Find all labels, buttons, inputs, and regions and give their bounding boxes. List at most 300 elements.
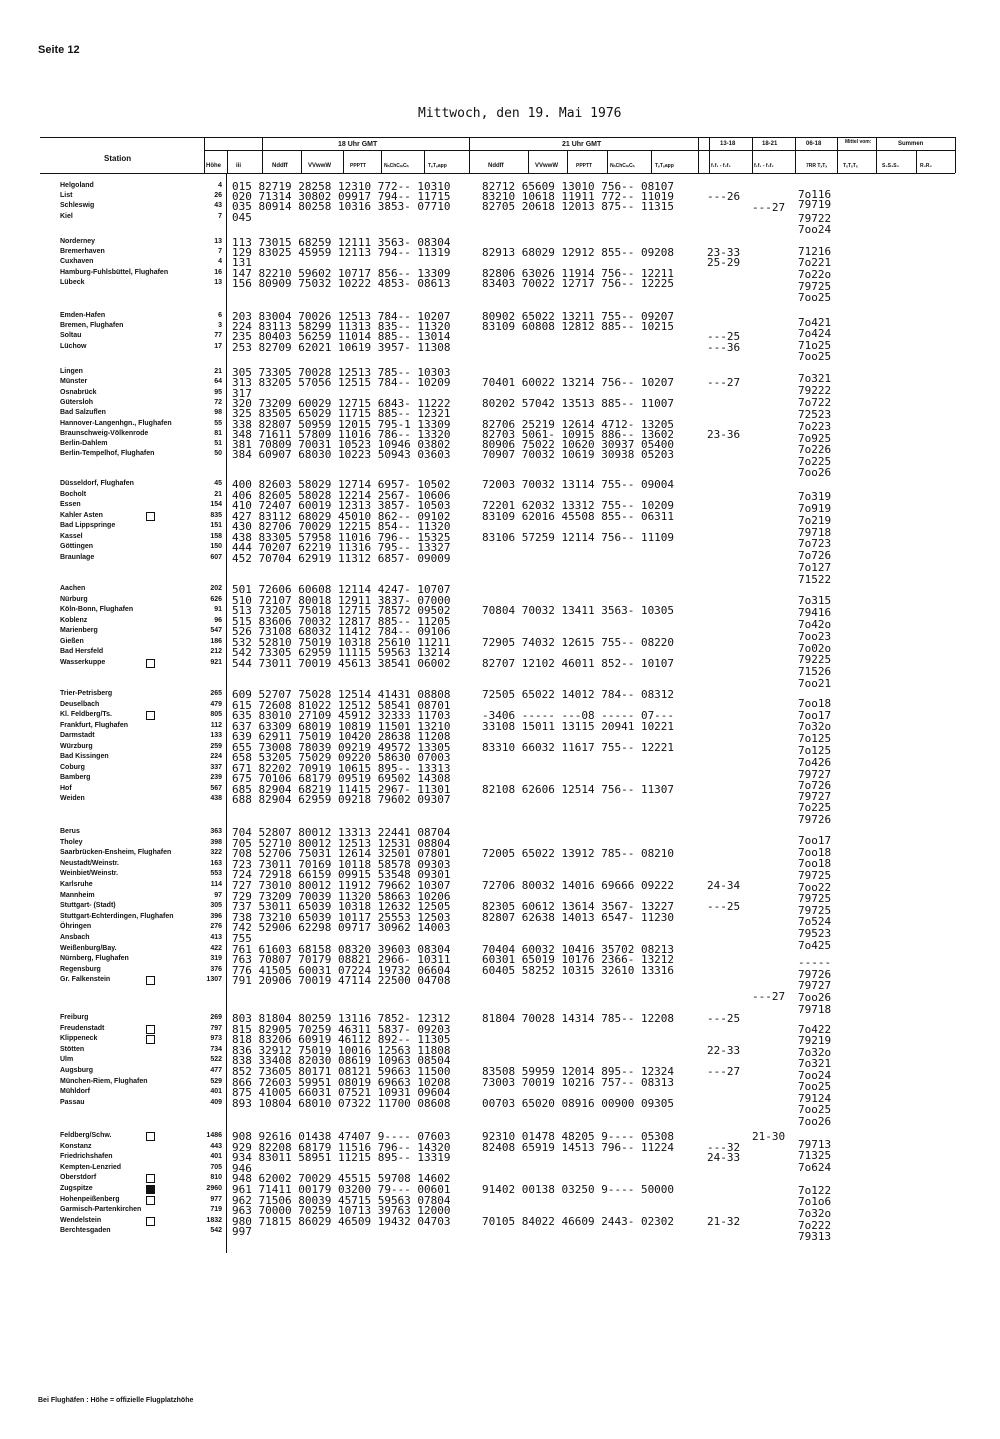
station-name: Nürburg (60, 595, 88, 603)
open-square-icon (146, 1196, 155, 1205)
mittel-value: 7oo17 (798, 709, 832, 722)
station-height: 3 (218, 322, 222, 330)
station-name: Gütersloh (60, 398, 94, 406)
obs-18-gmt: 723 73011 70169 10118 58578 09303 (232, 857, 451, 871)
temp-13-18: 23-36 (707, 427, 741, 441)
station-name: Kassel (60, 532, 83, 540)
station-height: 265 (210, 690, 222, 697)
station-name: List (60, 192, 73, 200)
obs-18-gmt: 658 53205 75029 09220 58630 07003 (232, 751, 451, 764)
station-name: Bad Hersfeld (60, 648, 104, 655)
station-height: 319 (210, 955, 222, 963)
obs-18-gmt: 852 73605 80171 08121 59663 11500 (232, 1065, 451, 1078)
station-name: Aachen (60, 585, 86, 592)
station-name: Berchtesgaden (60, 1227, 111, 1235)
header-divider (651, 150, 652, 173)
open-square-icon (146, 1217, 155, 1226)
obs-18-gmt: 544 73011 70019 45613 38541 06002 (232, 656, 451, 670)
mittel-value: 71o25 (798, 339, 832, 352)
mittel-value: 7o726 (798, 549, 832, 562)
mittel-value: 7o524 (798, 915, 832, 928)
station-height: 186 (210, 637, 222, 645)
obs-18-gmt: 980 71815 86029 46509 19432 04703 (232, 1214, 451, 1228)
obs-21-gmt: 80906 75022 10620 30937 05400 (482, 438, 675, 452)
mittel-value: 7o22o (798, 268, 832, 281)
station-name: Konstanz (60, 1142, 92, 1150)
header-divider (262, 137, 263, 173)
station-name: Weinbiet/Weinstr. (60, 870, 119, 878)
mittel-value: 79713 (798, 1138, 832, 1151)
mittel-value: 71325 (798, 1149, 832, 1162)
obs-18-gmt: 338 82807 50959 12015 795-1 13309 (232, 417, 451, 431)
mittel-value: 79523 (798, 927, 832, 940)
station-height: 212 (210, 648, 222, 655)
station-name: Öhringen (60, 923, 92, 931)
obs-18-gmt: 406 82605 58028 12214 2567- 10606 (232, 488, 451, 502)
obs-21-gmt: 70804 70032 13411 3563- 10305 (482, 604, 675, 617)
mittel-value: 7o125 (798, 732, 832, 745)
mittel-value: 7o726 (798, 779, 832, 792)
station-name: Marienberg (60, 627, 98, 634)
station-height: 55 (214, 419, 222, 427)
header-col18-vvwww: VVwwW (308, 163, 332, 169)
station-height: 547 (210, 627, 222, 634)
mittel-value: 79219 (798, 1034, 832, 1047)
station-name: Coburg (60, 763, 85, 771)
station-name: Bremen, Flughafen (60, 322, 124, 330)
obs-18-gmt: 113 73015 68259 12111 3563- 08304 (232, 236, 451, 249)
header-col18-clouds: NₕChCₘCₕ (384, 163, 409, 169)
obs-18-gmt: 224 83113 58299 11313 835-- 11320 (232, 320, 451, 334)
station-height: 13 (214, 278, 222, 286)
station-name: Passau (60, 1098, 85, 1106)
station-height: 26 (214, 192, 222, 200)
obs-18-gmt: 348 71611 57809 11016 786-- 13320 (232, 427, 451, 441)
obs-21-gmt: 83508 59959 12014 895-- 12324 (482, 1065, 675, 1078)
obs-18-gmt: 761 61603 68158 08320 39603 08304 (232, 942, 451, 956)
header-divider (752, 137, 753, 173)
footnote: Bei Flughäfen : Höhe = offizielle Flugplatzhöhe (38, 1397, 194, 1404)
station-height: 239 (210, 774, 222, 781)
mittel-value: 79727 (798, 768, 832, 781)
station-height: 529 (210, 1077, 222, 1085)
obs-18-gmt: 637 63309 68019 10819 11501 13210 (232, 719, 451, 733)
obs-18-gmt: 962 71506 80039 45715 59563 07804 (232, 1193, 451, 1207)
station-height: 835 (210, 511, 222, 519)
station-height: 401 (210, 1088, 222, 1096)
obs-18-gmt: 737 53011 65039 10318 12632 12505 (232, 900, 451, 914)
obs-21-gmt: 82707 12102 46011 852-- 10107 (482, 656, 675, 670)
station-height: 13 (214, 238, 222, 245)
obs-21-gmt: 83109 62016 45508 855-- 06311 (482, 509, 675, 523)
obs-18-gmt: 203 83004 70026 12513 784-- 10207 (232, 310, 451, 323)
mittel-value: 7o425 (798, 939, 832, 952)
station-name: Braunlage (60, 553, 95, 561)
obs-21-gmt: 33108 15011 13115 20941 10221 (482, 719, 675, 733)
obs-18-gmt: 384 60907 68030 10223 50943 03603 (232, 448, 451, 462)
open-square-icon (146, 659, 155, 668)
mittel-value: 7o225 (798, 801, 832, 814)
mittel-value: 7oo18 (798, 857, 832, 870)
station-name: Cuxhaven (60, 258, 94, 266)
station-height: 114 (210, 881, 222, 888)
station-name: Kahler Asten (60, 511, 103, 519)
header-sub-13-18: f₁f₁ - f₂f₂ (711, 163, 731, 169)
header-top-line-right (709, 137, 955, 138)
station-height: 45 (214, 480, 222, 487)
obs-21-gmt: 92310 01478 48205 9---- 05308 (482, 1130, 675, 1143)
obs-18-gmt: 515 83606 70032 12817 885-- 11205 (232, 614, 451, 628)
obs-18-gmt: 755 (232, 932, 252, 945)
station-name: Schleswig (60, 202, 95, 210)
header-sub-06-18: 7RR TₓTₓ (806, 163, 828, 169)
mittel-value: 7o624 (798, 1161, 832, 1174)
station-height: 202 (210, 585, 222, 592)
station-name: Essen (60, 501, 81, 508)
station-name: Kempten-Lenzried (60, 1163, 122, 1171)
header-col21-vvwww: VVwwW (535, 163, 559, 169)
station-name: Lüchow (60, 342, 87, 350)
open-square-icon (146, 1035, 155, 1044)
temp-18-21: ---27 (752, 990, 786, 1003)
obs-18-gmt: 763 70807 70179 08821 2966- 10311 (232, 953, 451, 967)
obs-18-gmt: 147 82210 59602 10717 856-- 13309 (232, 266, 451, 280)
mittel-value: 7oo24 (798, 1069, 832, 1082)
mittel-value: 71526 (798, 665, 832, 678)
mittel-value: 79222 (798, 384, 832, 397)
mittel-value: 7o1o6 (798, 1195, 832, 1208)
station-name: Darmstadt (60, 732, 95, 739)
obs-18-gmt: 708 52706 75031 12614 32501 07801 (232, 847, 451, 861)
mittel-value: 7oo22 (798, 881, 832, 894)
obs-21-gmt: 82706 25219 12614 4712- 13205 (482, 417, 675, 431)
station-height: 705 (210, 1163, 222, 1171)
station-height: 50 (214, 450, 222, 458)
mittel-value: 7oo21 (798, 677, 832, 690)
temp-13-18: ---25 (707, 1012, 741, 1025)
station-name: Stuttgart-Echterdingen, Flughafen (60, 912, 174, 920)
obs-21-gmt: 83403 70022 12717 756-- 12225 (482, 276, 675, 290)
station-name: Berus (60, 828, 80, 835)
obs-18-gmt: 705 52710 80012 12513 12531 08804 (232, 836, 451, 850)
station-height: 522 (210, 1056, 222, 1064)
station-name: Göttingen (60, 543, 94, 550)
temp-13-18: 22-33 (707, 1043, 741, 1057)
station-name: Trier-Petrisberg (60, 690, 113, 697)
header-col21-nddff: Nddff (488, 163, 504, 169)
open-square-icon (146, 1025, 155, 1034)
station-height: 133 (210, 732, 222, 739)
station-name: Osnabrück (60, 388, 97, 396)
station-name: Hannover-Langenhgn., Flughafen (60, 419, 172, 427)
mittel-value: 7o925 (798, 432, 832, 445)
temp-13-18: ---36 (707, 340, 741, 354)
mittel-value: 7oo18 (798, 697, 832, 710)
obs-21-gmt: 82807 62638 14013 6547- 11230 (482, 910, 675, 924)
mittel-value: 7o421 (798, 316, 832, 329)
station-height: 719 (210, 1206, 222, 1214)
header-13-18: 13-18 (720, 141, 736, 147)
station-height: 479 (210, 700, 222, 708)
mittel-value: 79725 (798, 280, 832, 293)
mittel-value: 7oo26 (798, 1115, 832, 1128)
mittel-value: 7oo25 (798, 291, 832, 304)
header-divider (469, 137, 470, 173)
station-height: 973 (210, 1035, 222, 1043)
station-height: 163 (210, 859, 222, 867)
obs-18-gmt: 729 73209 70039 11320 58663 10206 (232, 889, 451, 903)
obs-21-gmt: 72201 62032 13312 755-- 10209 (482, 499, 675, 512)
station-height: 2960 (206, 1185, 222, 1192)
open-square-icon (146, 711, 155, 720)
obs-18-gmt: 430 82706 70029 12215 854-- 11320 (232, 520, 451, 533)
open-square-icon (146, 1174, 155, 1183)
station-height: 396 (210, 912, 222, 920)
mittel-value: 7o223 (798, 420, 832, 433)
station-name: Regensburg (60, 965, 101, 973)
obs-18-gmt: 963 70000 70259 10713 39763 12000 (232, 1204, 451, 1218)
obs-18-gmt: 320 73209 60029 12715 6843- 11222 (232, 396, 451, 410)
obs-21-gmt: 82408 65919 14513 796-- 11224 (482, 1140, 675, 1154)
obs-18-gmt: 452 70704 62919 11312 6857- 09009 (232, 551, 451, 565)
obs-18-gmt: 129 83025 45959 12113 794-- 11319 (232, 246, 451, 260)
station-height: 97 (214, 891, 222, 899)
temp-13-18: ---32 (707, 1140, 741, 1154)
mittel-value: 72523 (798, 408, 832, 421)
mittel-value: 79718 (798, 1003, 832, 1016)
station-name: Karlsruhe (60, 881, 93, 888)
station-height: 422 (210, 944, 222, 952)
station-name: Bocholt (60, 490, 87, 498)
open-square-icon (146, 512, 155, 521)
obs-18-gmt: 875 41005 66031 07521 10931 09604 (232, 1086, 451, 1100)
station-name: Stuttgart- (Stadt) (60, 902, 116, 910)
header-summen: Summen (898, 141, 924, 147)
header-divider (528, 150, 529, 173)
header-bottom-line (40, 173, 955, 174)
obs-18-gmt: 776 41505 60031 07224 19732 06604 (232, 963, 451, 977)
obs-21-gmt: 82806 63026 11914 756-- 12211 (482, 266, 675, 280)
mittel-value: 7o125 (798, 744, 832, 757)
station-height: 158 (210, 532, 222, 540)
page-label: Seite 12 (38, 44, 80, 56)
mittel-value: 7oo26 (798, 991, 832, 1004)
temp-13-18: 24-34 (707, 879, 741, 892)
obs-21-gmt: 82705 20618 12013 875-- 11315 (482, 200, 675, 214)
obs-18-gmt: 742 52906 62298 09717 30962 14003 (232, 921, 451, 935)
temp-13-18: ---27 (707, 1065, 741, 1078)
station-height: 95 (214, 388, 222, 396)
obs-21-gmt: 80202 57042 13513 885-- 11007 (482, 396, 675, 410)
obs-18-gmt: 235 80403 56259 11014 885-- 13014 (232, 330, 451, 344)
station-height: 398 (210, 838, 222, 846)
mittel-value: 7o221 (798, 256, 832, 269)
station-height: 1307 (206, 976, 222, 984)
obs-18-gmt: 020 71314 30802 09917 794-- 11715 (232, 190, 451, 204)
mittel-value: 79225 (798, 653, 832, 666)
station-name: Ulm (60, 1056, 74, 1064)
header-divider (709, 137, 710, 173)
station-name: Stötten (60, 1045, 85, 1053)
obs-18-gmt: 526 73108 68032 11412 784-- 09106 (232, 625, 451, 638)
obs-18-gmt: 929 82208 68179 11516 796-- 14320 (232, 1140, 451, 1154)
station-height: 734 (210, 1045, 222, 1053)
station-height: 477 (210, 1067, 222, 1074)
station-height: 4 (218, 258, 222, 266)
obs-18-gmt: 818 83206 60919 46112 892-- 11305 (232, 1033, 451, 1047)
header-mid-line (204, 150, 955, 151)
header-divider (343, 150, 344, 173)
obs-21-gmt: 60405 58252 10315 32610 13316 (482, 963, 675, 977)
station-name: Tholey (60, 838, 83, 846)
obs-21-gmt: 72003 70032 13114 755-- 09004 (482, 478, 675, 491)
mittel-value: 71216 (798, 245, 832, 258)
station-height: 438 (210, 795, 222, 802)
station-height: 1486 (206, 1132, 222, 1139)
mittel-value: 7o02o (798, 642, 832, 655)
obs-18-gmt: 934 83011 58951 11215 895-- 13319 (232, 1151, 451, 1165)
obs-18-gmt: 675 70106 68179 09519 69502 14308 (232, 772, 451, 785)
station-name: Augsburg (60, 1067, 94, 1074)
obs-18-gmt: 791 20906 70019 47114 22500 04708 (232, 974, 451, 988)
station-name: Weißenburg/Bay. (60, 944, 117, 952)
obs-18-gmt: 305 73305 70028 12513 785-- 10303 (232, 366, 451, 379)
station-height: 224 (210, 753, 222, 760)
station-name: Lingen (60, 368, 83, 375)
mittel-value: 7o116 (798, 188, 832, 201)
station-name: Ansbach (60, 934, 90, 941)
header-divider (698, 137, 699, 173)
station-height: 51 (214, 440, 222, 448)
header-divider (424, 150, 425, 173)
station-height: 626 (210, 595, 222, 603)
station-name: Wasserkuppe (60, 658, 106, 666)
station-name: Münster (60, 378, 88, 386)
station-height: 443 (210, 1142, 222, 1150)
obs-21-gmt: 73003 70019 10216 757-- 08313 (482, 1075, 675, 1089)
obs-18-gmt: 738 73210 65039 10117 25553 12503 (232, 910, 451, 924)
header-divider (955, 137, 956, 173)
station-name: Würzburg (60, 742, 93, 750)
header-iii: iii (236, 163, 242, 169)
station-height: 337 (210, 763, 222, 771)
temp-13-18: ---25 (707, 330, 741, 344)
station-height: 96 (214, 616, 222, 624)
station-height: 810 (210, 1174, 222, 1182)
mittel-value: 7o32o (798, 1046, 832, 1059)
station-name: Düsseldorf, Flughafen (60, 480, 134, 487)
obs-21-gmt: 82305 60612 13614 3567- 13227 (482, 900, 675, 914)
station-name: Bad Kissingen (60, 753, 109, 760)
station-name: Kiel (60, 212, 73, 220)
station-height: 43 (214, 202, 222, 210)
station-name: Berlin-Tempelhof, Flughafen (60, 450, 155, 458)
station-name: Hamburg-Fuhlsbüttel, Flughafen (60, 268, 169, 276)
page-title: Mittwoch, den 19. Mai 1976 (418, 106, 622, 121)
station-name: Gr. Falkenstein (60, 976, 111, 984)
header-divider (567, 150, 568, 173)
temp-13-18: ---26 (707, 190, 741, 204)
obs-18-gmt: 615 72608 81022 12512 58541 08701 (232, 698, 451, 712)
obs-21-gmt: 00703 65020 08916 00900 09305 (482, 1096, 675, 1110)
obs-21-gmt: 91402 00138 03250 9---- 50000 (482, 1183, 675, 1196)
station-height: 81 (214, 429, 222, 437)
obs-18-gmt: 045 (232, 210, 252, 224)
obs-18-gmt: 325 83505 65029 11715 885-- 12321 (232, 407, 451, 421)
station-height: 921 (210, 658, 222, 666)
mittel-value: 79124 (798, 1092, 832, 1105)
header-divider (876, 137, 877, 173)
station-height: 376 (210, 965, 222, 973)
mittel-value: 7oo18 (798, 846, 832, 859)
mittel-value: 7oo17 (798, 834, 832, 847)
obs-18-gmt: 635 83010 27109 45912 32333 11703 (232, 709, 451, 722)
mittel-value: 79725 (798, 869, 832, 882)
station-height: 7 (218, 248, 222, 256)
header-sub-t: TₓTₓTₓ (843, 163, 858, 169)
mittel-value: 7o321 (798, 1057, 832, 1070)
mittel-value: 79726 (798, 968, 832, 981)
mittel-value: 7o321 (798, 372, 832, 385)
station-name: Friedrichshafen (60, 1153, 113, 1161)
header-sub-s: S₃S₃S₃ (882, 163, 899, 169)
obs-18-gmt: 501 72606 60608 12114 4247- 10707 (232, 583, 451, 596)
mittel-value: 7o424 (798, 327, 832, 340)
obs-18-gmt: 685 82904 68219 11415 2967- 11301 (232, 782, 451, 796)
station-height: 7 (218, 212, 222, 220)
height-column-rule (226, 173, 227, 1253)
station-name: Hohenpeißenberg (60, 1195, 120, 1203)
mittel-value: 7o722 (798, 396, 832, 409)
station-height: 363 (210, 828, 222, 835)
mittel-value: 79725 (798, 904, 832, 917)
mittel-value: 7o723 (798, 537, 832, 550)
header-left-top (40, 137, 204, 138)
obs-18-gmt: 513 73205 75018 12715 78572 09502 (232, 604, 451, 617)
station-height: 154 (210, 501, 222, 508)
obs-21-gmt: 82913 68029 12912 855-- 09208 (482, 246, 675, 260)
station-height: 567 (210, 784, 222, 792)
obs-18-gmt: 381 70809 70031 10523 10946 03802 (232, 438, 451, 452)
obs-21-gmt: 72905 74032 12615 755-- 08220 (482, 635, 675, 649)
station-height: 72 (214, 398, 222, 406)
station-name: Garmisch-Partenkirchen (60, 1206, 142, 1214)
station-name: Bad Lippspringe (60, 522, 116, 529)
station-name: Feldberg/Schw. (60, 1132, 112, 1139)
header-sub-r: R₃R₃ (920, 163, 932, 169)
temp-13-18: 25-29 (707, 256, 741, 270)
obs-18-gmt: 639 62911 75019 10420 28638 11208 (232, 730, 451, 743)
station-name: Zugspitze (60, 1185, 93, 1192)
obs-18-gmt: 400 82603 58029 12714 6957- 10502 (232, 478, 451, 491)
mittel-value: 7o122 (798, 1184, 832, 1197)
station-name: Bremerhaven (60, 248, 105, 256)
obs-18-gmt: 815 82905 70259 46311 5837- 09203 (232, 1022, 451, 1036)
mittel-value: 79727 (798, 790, 832, 803)
obs-21-gmt: 72706 80032 14016 69666 09222 (482, 879, 675, 892)
mittel-value: 7o219 (798, 514, 832, 527)
station-name: Nürnberg, Flughafen (60, 955, 129, 963)
obs-18-gmt: 427 83112 68029 45010 862-- 09102 (232, 509, 451, 523)
station-height: 553 (210, 870, 222, 878)
mittel-value: 7o426 (798, 756, 832, 769)
obs-18-gmt: 253 82709 62021 10619 3957- 11308 (232, 340, 451, 354)
temp-18-21: 21-30 (752, 1130, 786, 1143)
header-col18-nddff: Nddff (272, 163, 288, 169)
obs-21-gmt: 80902 65022 13211 755-- 09207 (482, 310, 675, 323)
obs-18-gmt: 444 70207 62219 11316 795-- 13327 (232, 541, 451, 554)
station-height: 269 (210, 1014, 222, 1021)
